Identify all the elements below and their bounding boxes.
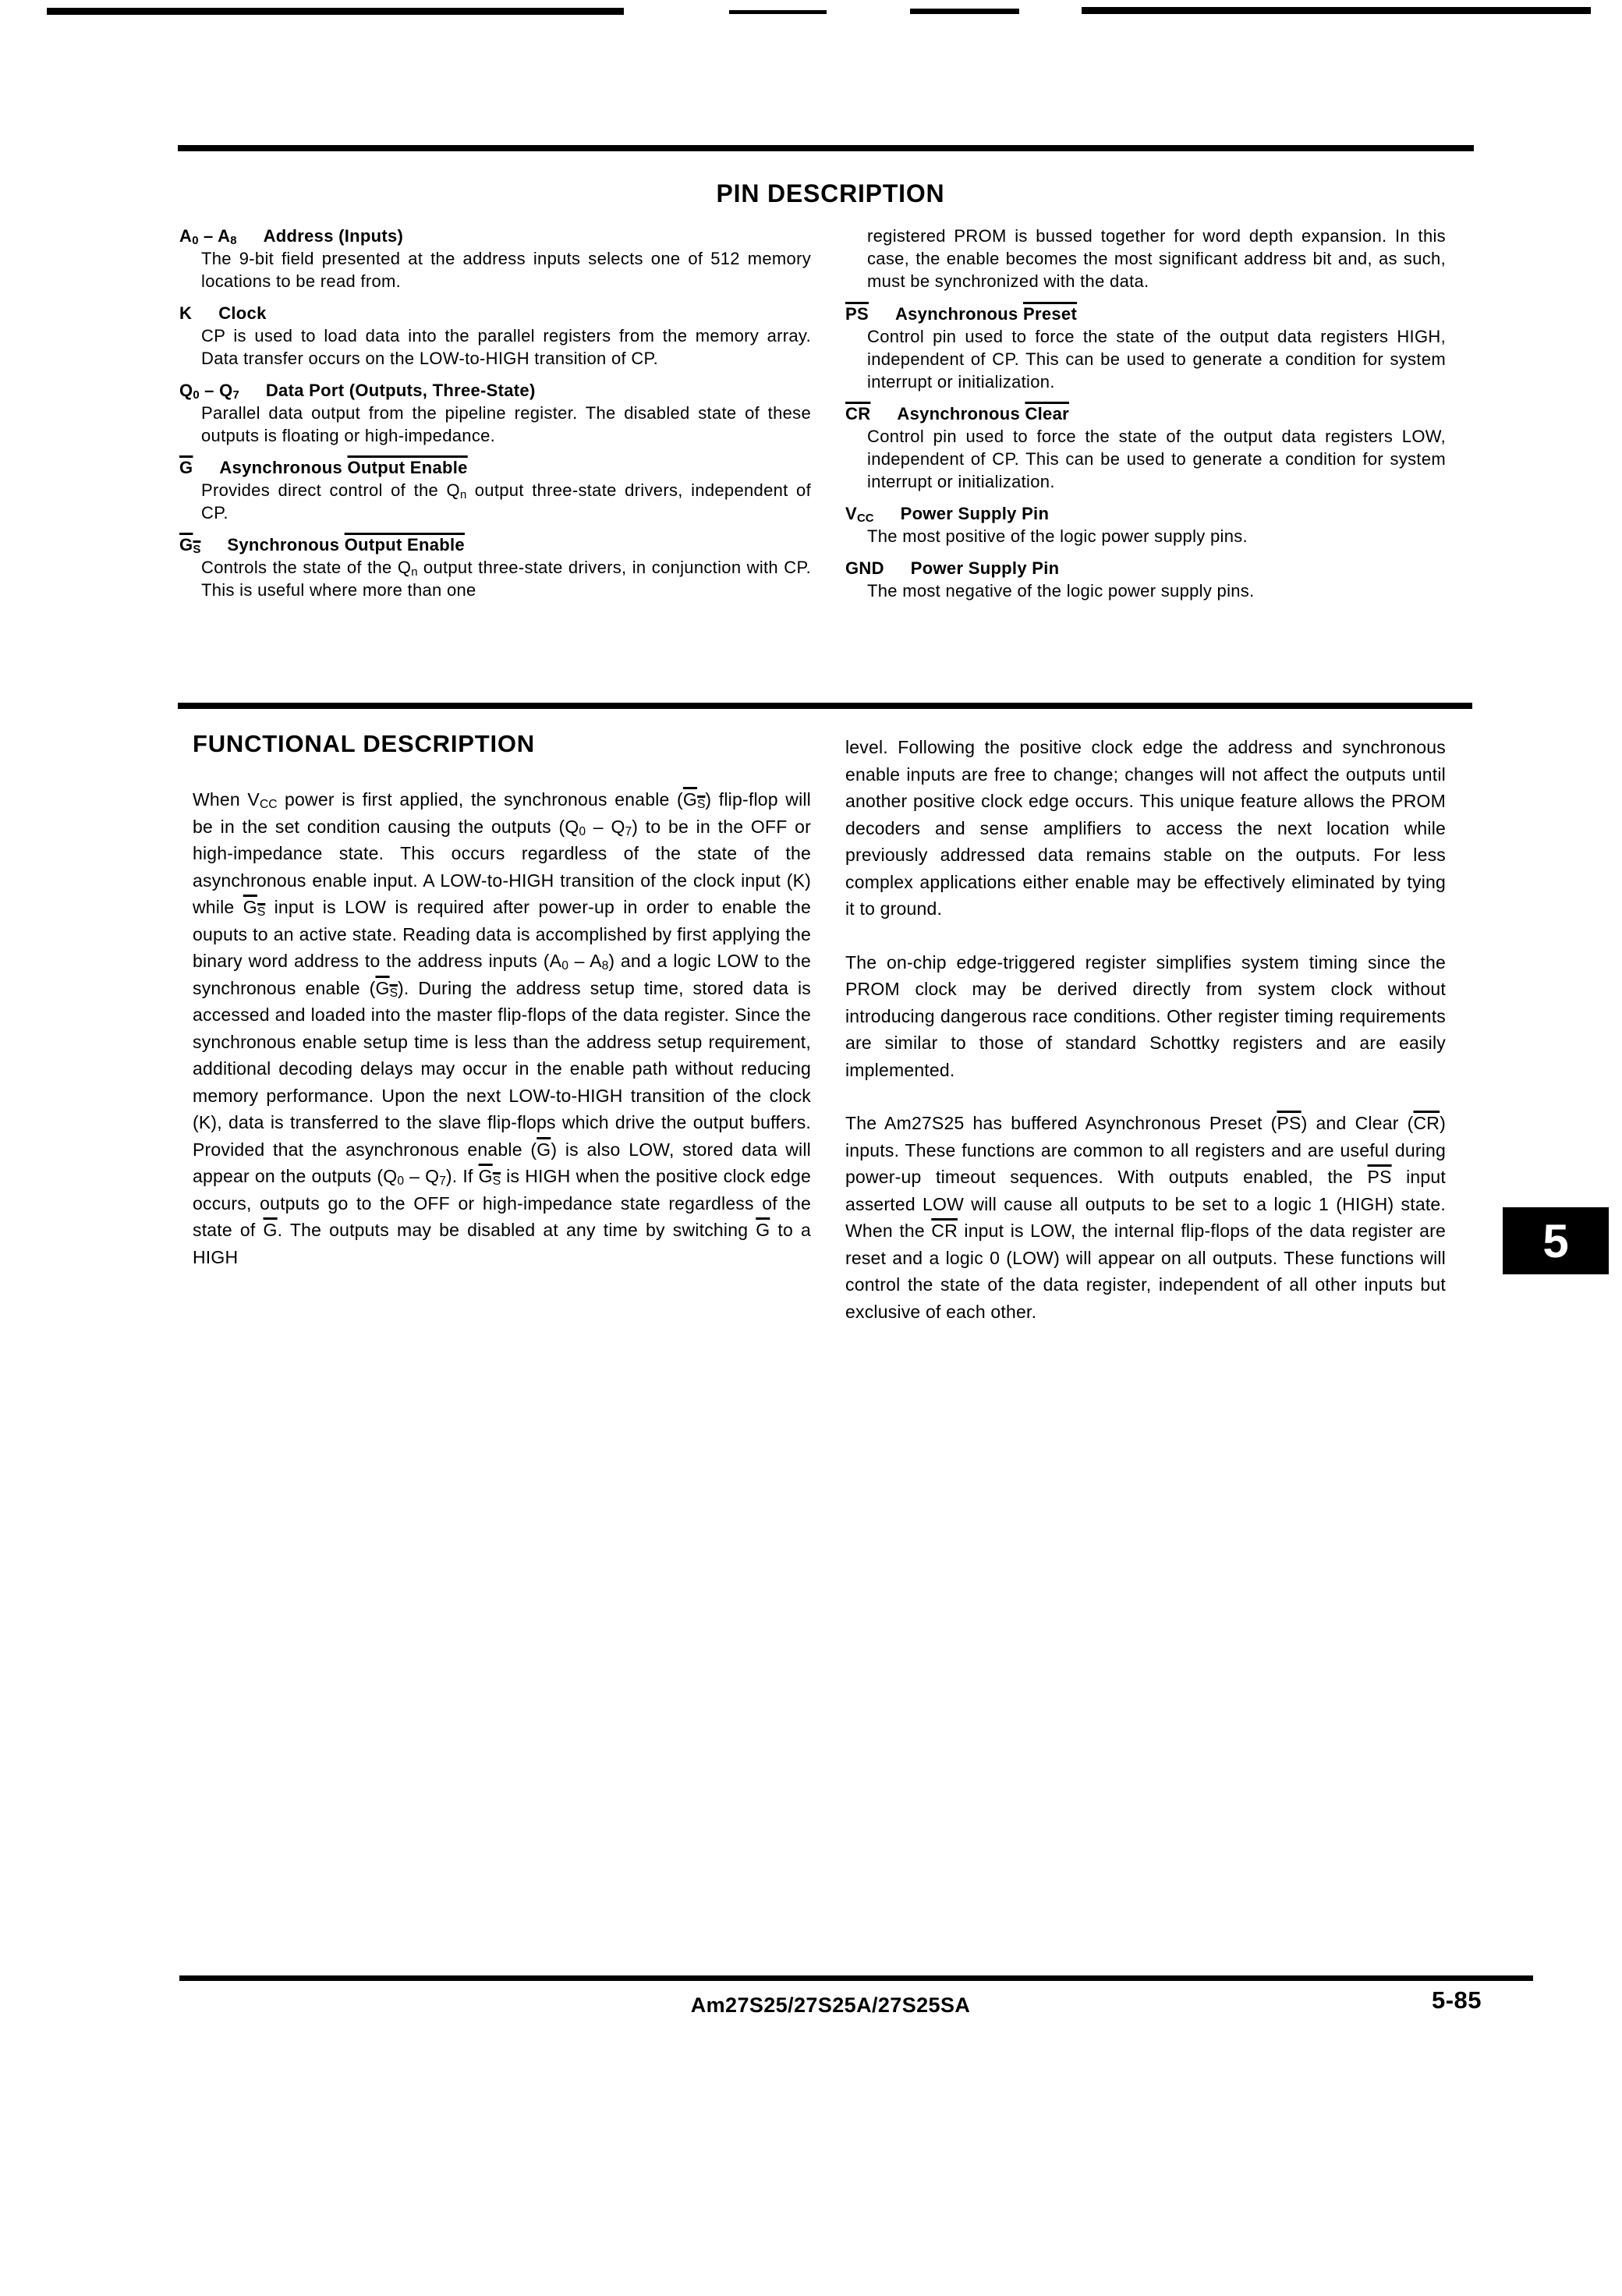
pin-name: Power Supply Pin (900, 504, 1050, 523)
chapter-tab-label: 5 (1542, 1214, 1569, 1267)
pin-name: Asynchronous Clear (897, 404, 1069, 423)
pin-entry-data-port (179, 379, 811, 447)
footer-page-number: 5-85 (1431, 1986, 1482, 2014)
pin-entry-async-clear (845, 402, 1446, 493)
pin-body: Parallel data output from the pipeline register. The disabled state of these outputs is floating or high-impedance. (201, 403, 811, 445)
functional-paragraph: The Am27S25 has buffered Asynchronous Preset $(\overline{PS})$ and Clear $(\overline{CR})$ inputs. These functions are common to all registers and are useful during power-up timeout sequences. With outputs enabled, the $\overline{PS}$ input asserted LOW will cause all outputs to be set to a logic 1 (HIGH) state. When the $\overline{CR}$ input is LOW, the internal flip-flops of the data register are reset and a logic 0 (LOW) will appear on all outputs. These functions will control the state of the data register, independent of all other inputs but exclusive of each other. (845, 1113, 1447, 1322)
pin-term: K (179, 303, 193, 323)
pin-body: Control pin used to force the state of the output data registers HIGH, independent of CP. This can be used to generate a condition for system interrupt or initialization. (867, 327, 1446, 392)
pin-heading (845, 303, 1446, 325)
functional-right-column (845, 734, 1446, 1352)
pin-body: Control pin used to force the state of the output data registers LOW, independent of CP. This can be used to generate a condition for system interrupt or initialization. (867, 427, 1446, 491)
pin-body: The most negative of the logic power supply pins. (867, 581, 1255, 601)
pin-term: $Q_0 - Q_7$ (179, 381, 239, 402)
pin-term: $G_S$ (179, 535, 201, 556)
pin-name: Synchronous Output Enable (227, 535, 465, 555)
pin-term: G (179, 458, 193, 477)
scan-artifact-dash (910, 9, 1019, 14)
pin-heading (845, 502, 1446, 525)
pin-heading (179, 456, 811, 479)
scan-artifact-dash (729, 10, 827, 14)
functional-paragraph: The on-chip edge-triggered register simplifies system timing since the PROM clock may be derived directly from system clock without introducing dangerous race conditions. Other register timing requirements are similar to those of standard Schottky registers and are easily implemented. (845, 951, 1446, 1080)
functional-paragraph: level. Following the positive clock edge the address and synchronous enable inputs are free to change; changes will not affect the outputs until another positive clock edge occurs. This unique feature allows the PROM decoders and sense amplifiers to access the next location while previously addressed data remains stable on the outputs. For less complex applications either enable may be effectively eliminated by tying it to ground. (845, 737, 1446, 919)
pin-description-left-column (179, 225, 811, 611)
pin-body: The most positive of the logic power supply pins. (867, 526, 1248, 546)
pin-name: Asynchronous Output Enable (219, 458, 468, 477)
pin-heading (179, 302, 811, 324)
pin-body: Controls the state of the $Q_n$ output three-state drivers, in conjunction with CP. This is useful where more than one (201, 558, 811, 600)
functional-left-column (193, 786, 811, 1297)
pin-entry-vcc (845, 502, 1446, 547)
pin-body: Provides direct control of the $Q_n$ output three-state drivers, independent of CP. (201, 480, 811, 523)
scan-artifact-dash (1082, 7, 1591, 14)
pin-name: Power Supply Pin (910, 558, 1060, 578)
pin-body-continuation: registered PROM is bussed together for word depth expansion. In this case, the enable becomes the most significant address bit and, as such, must be synchronized with the data. (867, 226, 1446, 291)
scan-artifact-dash (47, 8, 624, 15)
footer-rule (179, 1975, 1533, 1981)
pin-name: Clock (218, 303, 267, 323)
section-divider-rule (178, 145, 1474, 151)
pin-description-right-column (845, 225, 1446, 611)
pin-entry-sync-output-enable (179, 533, 811, 601)
pin-entry-address (179, 225, 811, 292)
pin-term: CR (845, 404, 871, 423)
footer-part-number: Am27S25/27S25A/27S25SA (690, 1993, 971, 2017)
pin-body: CP is used to load data into the parallel registers from the memory array. Data transfer occurs on the LOW-to-HIGH transition of CP. (201, 326, 811, 368)
pin-description-columns (179, 225, 1482, 611)
pin-term: $A_0 - A_8$ (179, 226, 237, 247)
pin-entry-gnd (845, 557, 1446, 602)
pin-entry-async-output-enable (179, 456, 811, 524)
functional-description-title: FUNCTIONAL DESCRIPTION (193, 730, 535, 757)
pin-heading (845, 402, 1446, 425)
functional-paragraph: When $V_{CC}$ power is first applied, the synchronous enable $(G_S)$ flip-flop will be in the set condition causing the outputs $(Q_0 - Q_7)$ to be in the OFF or high-impedance state. This occurs regardless of the state of the asynchronous enable input. A LOW-to-HIGH transition of the clock input (K) while $G_S$ input is LOW is required after power-up in order to enable the ouputs to an active state. Reading data is accomplished by first applying the binary word address to the address inputs $(A_0 - A_8)$ and a logic LOW to the synchronous enable $(G_S)$. During the address setup time, stored data is accessed and loaded into the master flip-flops of the data register. Since the synchronous enable setup time is less than the address setup requirement, additional decoding delays may occur in the enable path without reducing memory performance. Upon the next LOW-to-HIGH transition of the clock (K), data is transferred to the slave flip-flops which drive the output buffers. Provided that the asynchronous enable $(\overline{G})$ is also LOW, stored data will appear on the outputs $(Q_0 - Q_7)$. If $G_S$ is HIGH when the positive clock edge occurs, outputs go to the OFF or high-impedance state regardless of the state of $\overline{G}$. The outputs may be disabled at any time by switching $\overline{G}$ to a HIGH (193, 789, 812, 1267)
pin-heading (179, 379, 811, 402)
pin-heading (845, 557, 1446, 579)
pin-name: Address (Inputs) (263, 226, 404, 246)
pin-name: Data Port (Outputs, Three-State) (265, 381, 536, 400)
pin-body: The 9-bit field presented at the address inputs selects one of 512 memory locations to be read from. (201, 249, 811, 291)
pin-heading (179, 225, 811, 247)
pin-entry-clock (179, 302, 811, 370)
pin-description-title: PIN DESCRIPTION (716, 179, 945, 207)
pin-term: PS (845, 304, 869, 324)
pin-heading (179, 533, 811, 556)
pin-term: GND (845, 558, 884, 578)
chapter-tab (1503, 1207, 1609, 1274)
pin-entry-async-preset (845, 303, 1446, 393)
pin-name: Asynchronous Preset (894, 304, 1078, 324)
pin-term: $V_{CC}$ (845, 504, 874, 525)
section-divider-rule (178, 703, 1472, 709)
